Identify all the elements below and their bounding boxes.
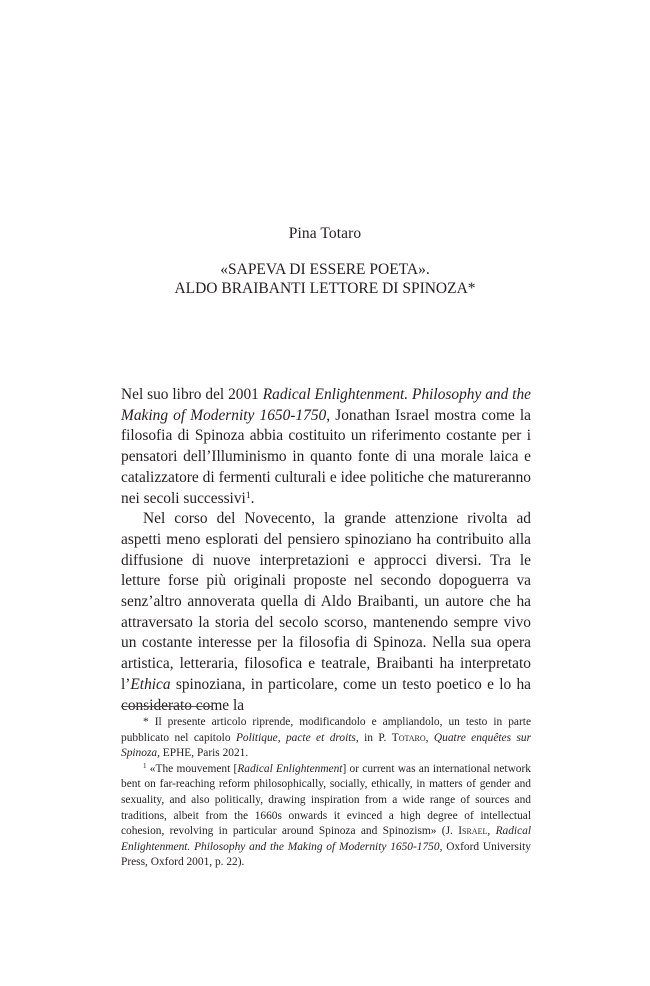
- footnote-separator: [121, 706, 212, 707]
- author-name: Pina Totaro: [288, 225, 362, 242]
- paragraph-2-text-a: Nel corso del Novecento, la grande attenzione rivolta ad aspetti meno esplorati del pensiero spinoziano ha contribuito alla diffusione di nuove interpretazioni e approcci diversi. Tra le letture forse più originali proposte nel secondo dopoguerra va senz’altro annoverata quella di Aldo Braibanti, un autore che ha attraversato la storia del secolo scorso, mantenendo sempre vivo un costante interesse per la filosofia di Spinoza. Nella sua opera artistica, letteraria, filosofica e teatrale, Braibanti ha interpretato l’: [121, 510, 531, 693]
- footnotes: [121, 715, 531, 871]
- article-title-line-1: «SAPEVA DI ESSERE POETA».: [220, 261, 430, 278]
- work-title-ethica: Ethica: [130, 675, 171, 693]
- footnote-1-author: Israel: [458, 825, 488, 838]
- article-title-line-2: ALDO BRAIBANTI LETTORE DI SPINOZA*: [174, 280, 476, 297]
- footnote-star-text-b: , in P.: [355, 731, 392, 744]
- paragraph-1-text-c: .: [250, 489, 255, 507]
- paragraph-2-text-b: spinoziana, in particolare, come un testo poetico e lo ha considerato come la: [121, 675, 531, 714]
- body-text: [121, 385, 531, 716]
- footnote-star-mark: *: [143, 716, 149, 728]
- footnote-1-text-b: ] or current was an international network bent on far-reaching reform philosophically, socially, ethically, in matters of gender and sexuality, and also politically, drawing inspiration from a wide range of sources and traditions, albeit from the 1660s onwards it evinced a high degree of intellectual cohesion, revolving in particular around Spinoza and Spinozism» (J.: [121, 762, 531, 838]
- article-title: [0, 260, 650, 298]
- footnote-1-text-d: , Oxford University Press, Oxford 2001, p. 22).: [121, 840, 531, 869]
- footnote-1-mark: 1: [143, 761, 147, 770]
- footnote-star-text-c: ,: [425, 731, 434, 744]
- footnote-1-italic-term: Radical Enlightenment: [237, 762, 343, 775]
- footnote-1-text-a: «The mouvement [: [146, 762, 238, 775]
- footnote-star: [121, 715, 531, 762]
- footnote-star-text-a: Il presente articolo riprende, modificandolo e ampliandolo, un testo in parte pubblicato nel capitolo: [121, 716, 531, 744]
- footnote-1-text-c: ,: [487, 825, 496, 838]
- paragraph-2: [121, 509, 531, 716]
- footnote-star-book-title: Quatre enquêtes sur Spinoza: [121, 731, 532, 760]
- paragraph-1-text-b: , Jonathan Israel mostra come la filosofia di Spinoza abbia costituito un riferimento costante per i pensatori dell’Illuminismo in quanto fonte di una morale laica e catalizzatore di fermenti culturali e idee politiche che matureranno nei secoli successivi: [121, 406, 531, 507]
- footnote-star-author: Totaro: [391, 731, 426, 744]
- footnote-ref-1[interactable]: 1: [245, 489, 251, 501]
- footnote-star-chapter-title: Politique, pacte et droits: [235, 731, 356, 744]
- paragraph-1: [121, 385, 531, 509]
- footnote-1: [121, 762, 531, 871]
- book-title-radical-enlightenment: Radical Enlightenment. Philosophy and the Making of Modernity 1650-1750: [121, 386, 531, 424]
- paragraph-1-text-a: Nel suo libro del 2001: [121, 386, 263, 403]
- footnote-1-book-title: Radical Enlightenment. Philosophy and the Making of Modernity 1650-1750: [121, 825, 531, 853]
- footnote-star-text-d: , EPHE, Paris 2021.: [157, 747, 249, 760]
